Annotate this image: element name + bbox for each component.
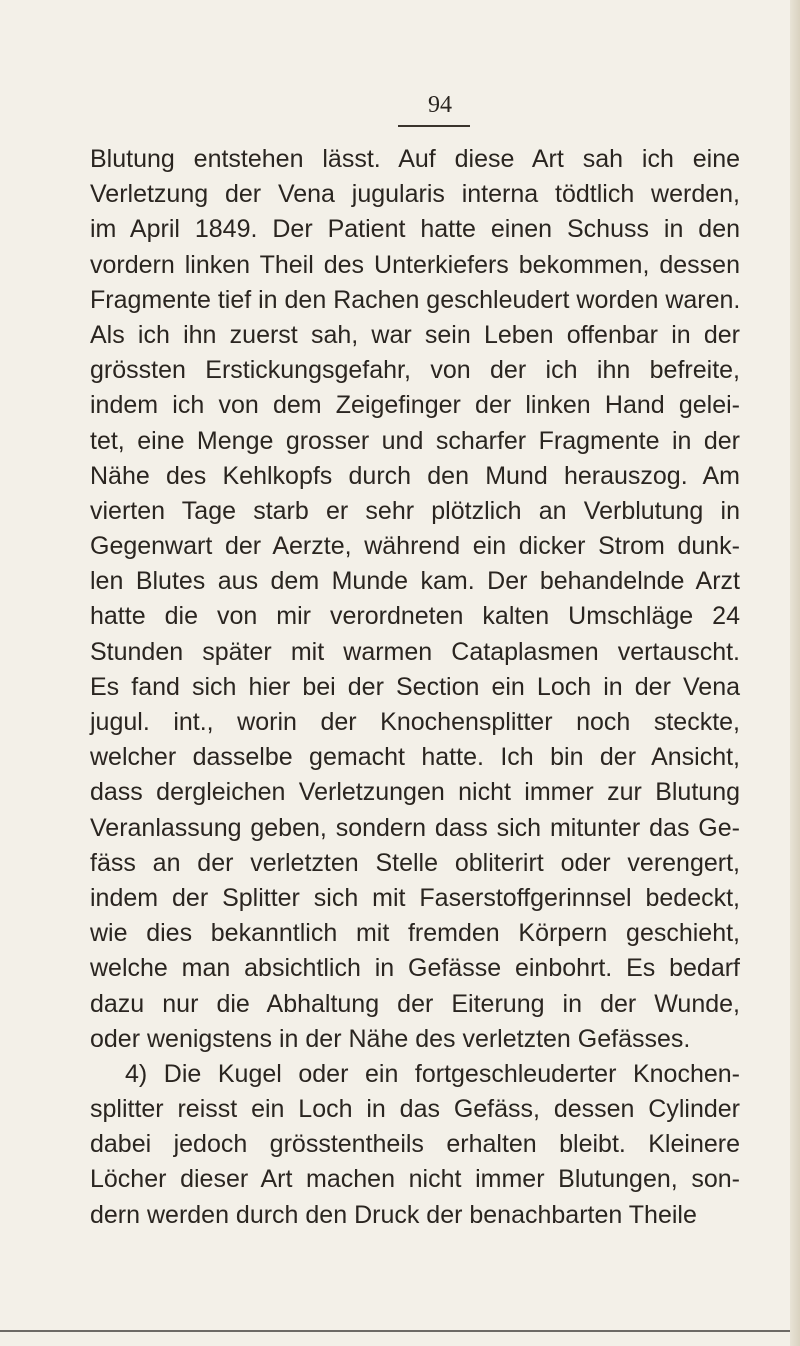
text-line: im April 1849. Der Patient hatte einen Schuss in den (90, 215, 740, 244)
page-number-rule (398, 125, 470, 127)
text-line: Es fand sich hier bei der Section ein Loch in der Vena (90, 672, 740, 701)
text-line: Als ich ihn zuerst sah, war sein Leben offenbar in der (90, 320, 740, 349)
text-line: Verletzung der Vena jugularis interna tödtlich werden, (90, 180, 740, 209)
paragraph-end-line: oder wenigstens in der Nähe des verletzten Gefässes. (90, 1024, 691, 1053)
page-number: 94 (428, 92, 452, 118)
text-line: Stunden später mit warmen Cataplasmen vertauscht. (90, 637, 740, 666)
text-line: welcher dasselbe gemacht hatte. Ich bin der Ansicht, (90, 743, 740, 772)
text-line: welche man absichtlich in Gefässe einbohrt. Es bedarf (90, 954, 740, 983)
text-line: tet, eine Menge grosser und scharfer Fragmente in der (90, 426, 740, 455)
text-line: indem ich von dem Zeigefinger der linken Hand gelei- (90, 391, 740, 420)
text-line: jugul. int., worin der Knochensplitter noch steckte, (90, 708, 740, 736)
page-edge (790, 0, 800, 1346)
body-text (90, 142, 740, 1233)
text-line: dern werden durch den Druck der benachbarten Theile (90, 1200, 697, 1229)
text-line: grössten Erstickungsgefahr, von der ich ihn befreite, (90, 356, 740, 385)
text-line: splitter reisst ein Loch in das Gefäss, dessen Cylinder (90, 1095, 740, 1124)
text-line: dass dergleichen Verletzungen nicht immer zur Blutung (90, 778, 740, 807)
text-line: dazu nur die Abhaltung der Eiterung in der Wunde, (90, 989, 740, 1018)
text-line: len Blutes aus dem Munde kam. Der behandelnde Arzt (90, 567, 740, 596)
text-line: Gegenwart der Aerzte, während ein dicker Strom dunk- (90, 532, 740, 561)
text-line: vierten Tage starb er sehr plötzlich an Verblutung in (90, 496, 740, 525)
text-line: Löcher dieser Art machen nicht immer Blutungen, son- (90, 1165, 740, 1194)
text-line: wie dies bekanntlich mit fremden Körpern geschieht, (90, 919, 740, 948)
text-line: Nähe des Kehlkopfs durch den Mund herauszog. Am (90, 461, 740, 490)
text-line: hatte die von mir verordneten kalten Umschläge 24 (90, 602, 740, 631)
text-line: dabei jedoch grösstentheils erhalten bleibt. Kleinere (90, 1130, 740, 1159)
text-line: fäss an der verletzten Stelle obliterirt oder verengert, (90, 848, 740, 877)
text-line: indem der Splitter sich mit Faserstoffgerinnsel bedeckt, (90, 883, 740, 912)
text-line: Fragmente tief in den Rachen geschleudert worden waren. (90, 285, 741, 314)
bottom-rule (0, 1330, 790, 1332)
text-line: Blutung entstehen lässt. Auf diese Art sah ich eine (90, 145, 740, 173)
text-line: Veranlassung geben, sondern dass sich mitunter das Ge- (90, 813, 740, 842)
paragraph-start-line: 4) Die Kugel oder ein fortgeschleuderter Knochen- (125, 1059, 740, 1088)
text-line: vordern linken Theil des Unterkiefers bekommen, dessen (90, 250, 740, 279)
